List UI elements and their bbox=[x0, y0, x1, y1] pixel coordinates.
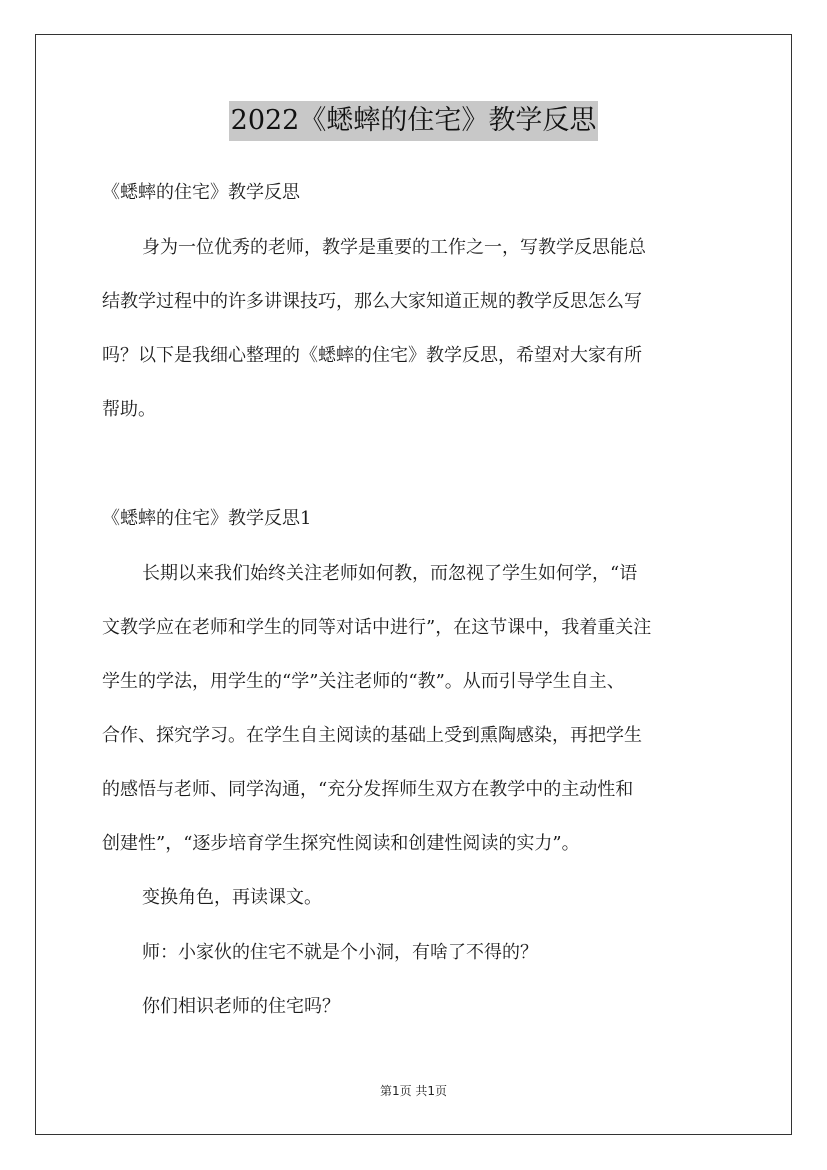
document-subtitle: 《蟋蟀的住宅》教学反思 bbox=[102, 182, 300, 203]
section1-line-5: 的感悟与老师、同学沟通，“充分发挥师生双方在教学中的主动性和 bbox=[102, 779, 634, 800]
page-footer: 第1页 共1页 bbox=[379, 1084, 448, 1098]
section1-heading: 《蟋蟀的住宅》教学反思1 bbox=[102, 508, 312, 529]
section1-line-3: 学生的学法，用学生的“学”关注老师的“教”。从而引导学生自主、 bbox=[102, 671, 625, 692]
section1-line-6: 创建性”，“逐步培育学生探究性阅读和创建性阅读的实力”。 bbox=[102, 833, 580, 854]
section1-line-1: 长期以来我们始终关注老师如何教，而忽视了学生如何学，“语 bbox=[142, 563, 638, 584]
section1-line-2: 文教学应在老师和学生的同等对话中进行”，在这节课中，我着重关注 bbox=[102, 617, 652, 638]
title-container bbox=[0, 101, 827, 141]
document-title: 2022《蟋蟀的住宅》教学反思 bbox=[229, 101, 599, 141]
intro-line-4: 帮助。 bbox=[102, 399, 156, 420]
section1-line-4: 合作、探究学习。在学生自主阅读的基础上受到熏陶感染，再把学生 bbox=[102, 725, 642, 746]
intro-line-3: 吗？以下是我细心整理的《蟋蟀的住宅》教学反思，希望对大家有所 bbox=[102, 345, 642, 366]
intro-line-1: 身为一位优秀的老师，教学是重要的工作之一，写教学反思能总 bbox=[142, 237, 646, 258]
intro-line-2: 结教学过程中的许多讲课技巧，那么大家知道正规的教学反思怎么写 bbox=[102, 291, 642, 312]
paragraph-role-change: 变换角色，再读课文。 bbox=[142, 887, 322, 908]
paragraph-teacher-question: 师：小家伙的住宅不就是个小洞，有啥了不得的？ bbox=[142, 942, 538, 963]
paragraph-teacher-house: 你们相识老师的住宅吗？ bbox=[142, 996, 340, 1017]
